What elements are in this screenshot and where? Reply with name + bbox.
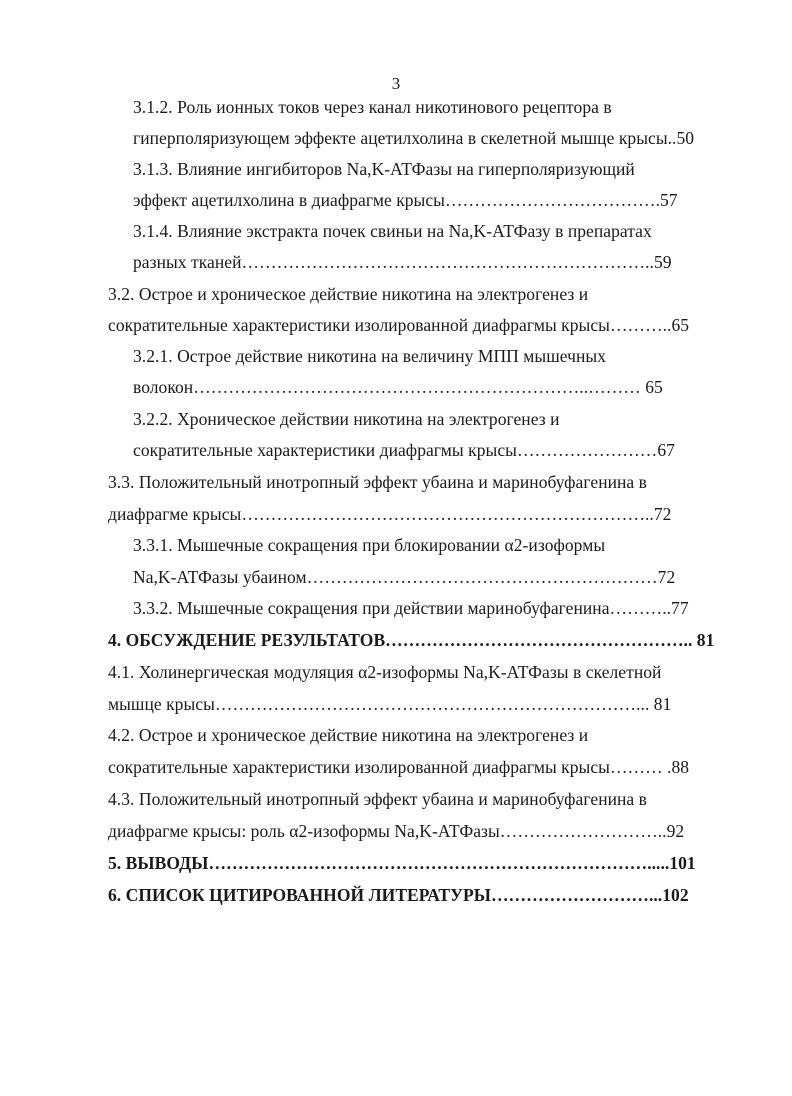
- toc-line: мышце крысы………………………………………………………………... 81: [108, 694, 672, 714]
- toc-line: 4.3. Положительный инотропный эффект убаина и маринобуфагенина в: [108, 789, 647, 809]
- toc-heading: 6. СПИСОК ЦИТИРОВАННОЙ ЛИТЕРАТУРЫ………………………...102: [108, 885, 689, 905]
- toc-line: 3.3.1. Мышечные сокращения при блокировании α2-изоформы: [133, 535, 606, 555]
- toc-line: диафрагме крысы……………………………………………………………..72: [108, 504, 672, 524]
- toc-line: 3.2.2. Хроническое действии никотина на электрогенез и: [133, 409, 560, 429]
- toc-line: волокон…………………………………………………………..……… 65: [133, 377, 663, 397]
- toc-line: 3.2.1. Острое действие никотина на величину МПП мышечных: [133, 346, 606, 366]
- toc-line: 3.3. Положительный инотропный эффект убаина и маринобуфагенина в: [108, 472, 647, 492]
- toc-line: 3.1.2. Роль ионных токов через канал никотинового рецептора в: [133, 97, 612, 117]
- toc-line: 3.2. Острое и хроническое действие никотина на электрогенез и: [108, 284, 589, 304]
- toc-line: сократительные характеристики диафрагмы крысы……………………67: [133, 440, 675, 460]
- toc-line: 3.1.4. Влияние экстракта почек свиньи на Na,K-АТФазу в препаратах: [133, 221, 652, 241]
- toc-line: эффект ацетилхолина в диафрагме крысы……………………………….57: [133, 190, 678, 210]
- toc-line: разных тканей……………………………………………………………..59: [133, 252, 672, 272]
- toc-line: сократительные характеристики изолированной диафрагмы крысы………..65: [108, 315, 690, 335]
- toc-heading: 5. ВЫВОДЫ………………………………………………………………….....101: [108, 853, 696, 873]
- toc-line: 3.1.3. Влияние ингибиторов Na,K-АТФазы на гиперполяризующий: [133, 159, 635, 179]
- toc-line: диафрагме крысы: роль α2-изоформы Na,K-АТФазы………………………..92: [108, 821, 685, 841]
- toc-line: Na,K-АТФазы убаином……………………………………………………72: [133, 567, 676, 587]
- toc-heading: 4. ОБСУЖДЕНИЕ РЕЗУЛЬТАТОВ…………………………………………….. 81: [108, 630, 715, 650]
- toc-line: 3.3.2. Мышечные сокращения при действии маринобуфагенина………..77: [133, 598, 689, 618]
- toc-line: гиперполяризующем эффекте ацетилхолина в скелетной мышце крысы..50: [133, 128, 695, 148]
- toc-line: 4.2. Острое и хроническое действие никотина на электрогенез и: [108, 725, 589, 745]
- toc-line: 4.1. Холинергическая модуляция α2-изоформы Na,K-АТФазы в скелетной: [108, 662, 662, 682]
- page-number: 3: [391, 74, 401, 93]
- toc-line: сократительные характеристики изолированной диафрагмы крысы……… .88: [108, 757, 690, 777]
